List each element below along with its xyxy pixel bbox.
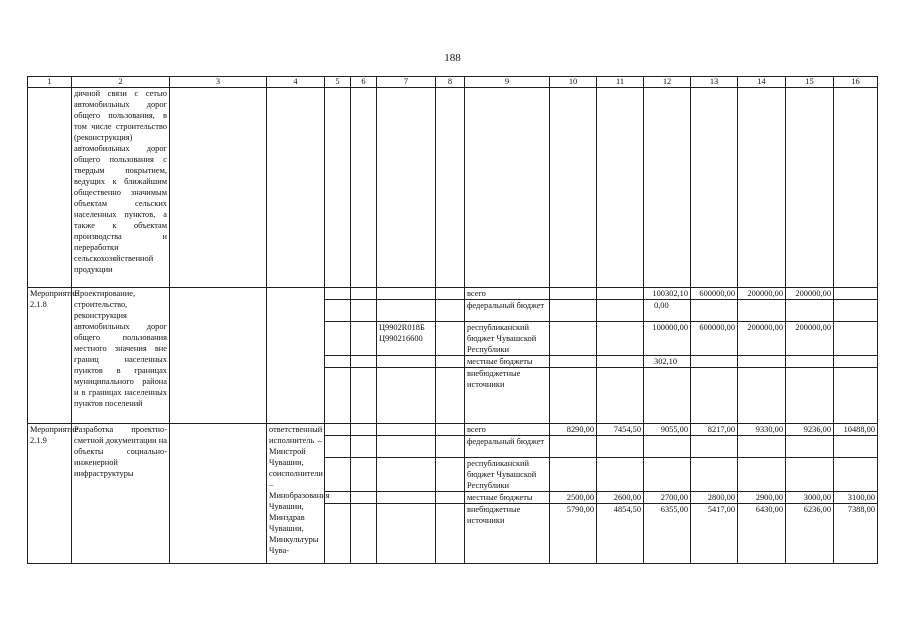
value-cell: 100000,00 [644,322,691,356]
value-cell [550,458,597,492]
header-cell: 5 [325,77,351,88]
measure-label: Мероприятие 2.1.8 [28,288,72,424]
value-cell: 9055,00 [644,424,691,436]
funding-source: внебюджетные источники [465,504,550,564]
value-cell: 200000,00 [738,288,786,300]
funding-source: всего [465,288,550,300]
funding-source: всего [465,424,550,436]
page-number: 188 [444,52,461,64]
value-cell: 8217,00 [691,424,738,436]
funding-source: федеральный бюджет [465,300,550,322]
header-row [28,77,878,88]
value-cell: 5417,00 [691,504,738,564]
value-cell: 200000,00 [786,322,834,356]
header-cell: 14 [738,77,786,88]
header-cell: 1 [28,77,72,88]
value-cell: 7388,00 [834,504,878,564]
value-cell [834,458,878,492]
value-cell: 2600,00 [597,492,644,504]
value-cell: 4854,50 [597,504,644,564]
header-cell: 16 [834,77,878,88]
value-cell [786,458,834,492]
funding-source: федеральный бюджет [465,436,550,458]
value-cell: 8290,00 [550,424,597,436]
continuation-text: дичной связи с сетью автомобильных дорог общего пользования, в том числе строительство (реконструкция) автомобильных дорог общего пользования с твердым покрытием, ведущих к ближайшим общественно значимым объектам сельских населенных пунктов, а также к объектам производства и переработки сельскохозяйственной продукции [72,88,170,288]
funding-source: местные бюджеты [465,492,550,504]
header-cell: 15 [786,77,834,88]
value-cell [786,436,834,458]
value-cell: 2900,00 [738,492,786,504]
responsible-executor: ответственный исполнитель – Минстрой Чувашии, соисполнители – Минобразования Чувашии, Минздрав Чувашии, Минкультуры Чува- [267,424,325,564]
header-cell: 3 [170,77,267,88]
header-cell: 6 [351,77,377,88]
header-cell: 10 [550,77,597,88]
value-cell: 6430,00 [738,504,786,564]
value-cell [597,436,644,458]
header-cell: 9 [465,77,550,88]
value-cell: 2500,00 [550,492,597,504]
budget-codes [377,322,436,356]
value-cell: 7454,50 [597,424,644,436]
funding-source: республиканский бюджет Чувашской Республики [465,322,550,356]
value-cell [691,458,738,492]
continuation-row [28,88,878,288]
header-cell: 12 [644,77,691,88]
header-cell: 7 [377,77,436,88]
value-cell [644,458,691,492]
budget-code: Ц9902R018Б [379,323,425,332]
value-cell: 9236,00 [786,424,834,436]
value-cell: 0,00 [644,300,691,322]
value-cell: 100302,10 [644,288,691,300]
value-cell: 200000,00 [786,288,834,300]
program-table [27,76,878,564]
funding-source: внебюджетные источники [465,368,550,424]
value-cell: 2800,00 [691,492,738,504]
value-cell [644,436,691,458]
value-cell: 200000,00 [738,322,786,356]
value-cell: 2700,00 [644,492,691,504]
value-cell: 10488,00 [834,424,878,436]
value-cell: 9330,00 [738,424,786,436]
table-row [28,424,878,436]
header-cell: 4 [267,77,325,88]
funding-source: местные бюджеты [465,356,550,368]
value-cell: 5790,00 [550,504,597,564]
budget-code: Ц990216600 [379,334,423,343]
value-cell: 6355,00 [644,504,691,564]
value-cell [738,436,786,458]
value-cell: 3100,00 [834,492,878,504]
value-cell [738,458,786,492]
value-cell: 6236,00 [786,504,834,564]
value-cell: 302,10 [644,356,691,368]
value-cell [550,436,597,458]
header-cell: 13 [691,77,738,88]
funding-source: республиканский бюджет Чувашской Республики [465,458,550,492]
measure-title: Разработка проектно-сметной документации на объекты социально-инженерной инфраструктуры [72,424,170,564]
measure-title: Проектирование, строительство, реконструкция автомобильных дорог общего пользования местного значения вне границ населенных пунктов в границах муниципального района и в границах населенных пунктов поселений [72,288,170,424]
table-row [28,288,878,300]
value-cell: 600000,00 [691,288,738,300]
value-cell [597,458,644,492]
value-cell: 3000,00 [786,492,834,504]
measure-label: Мероприятие 2.1.9 [28,424,72,564]
value-cell: 600000,00 [691,322,738,356]
header-cell: 8 [436,77,465,88]
value-cell [834,436,878,458]
header-cell: 11 [597,77,644,88]
value-cell [691,436,738,458]
header-cell: 2 [72,77,170,88]
